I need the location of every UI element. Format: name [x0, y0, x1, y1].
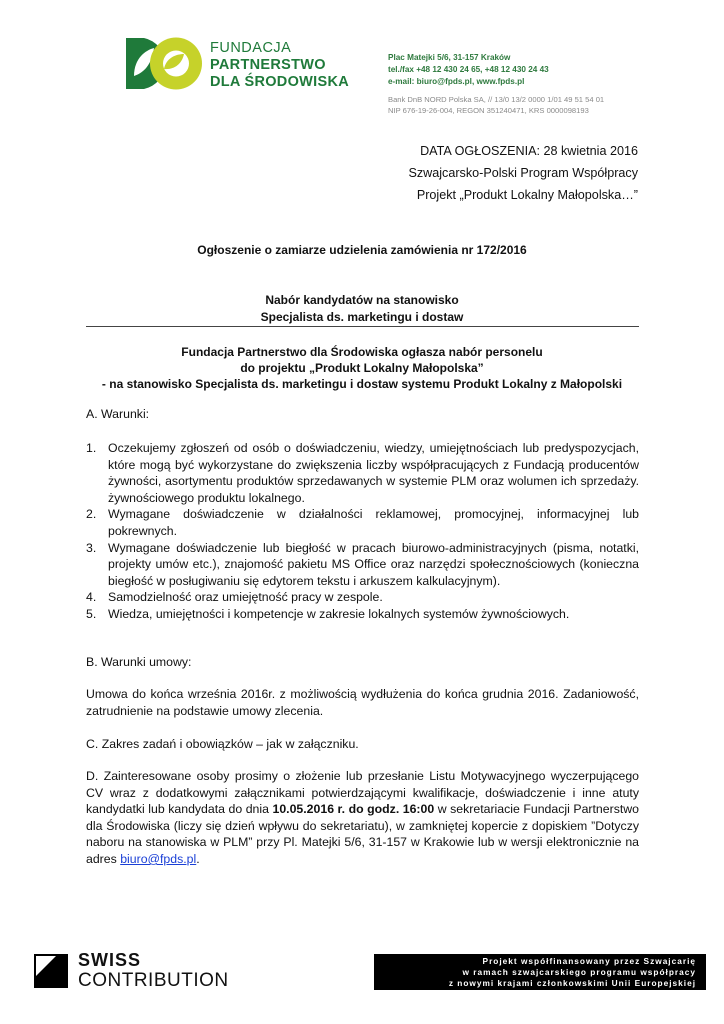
list-item — [86, 589, 639, 606]
recruitment-title-line2: Specjalista ds. marketingu i dostaw — [260, 310, 464, 324]
bank-account: Bank DnB NORD Polska SA, // 13/0 13/2 0000 1/01 49 51 54 01 — [388, 95, 605, 104]
section-d-end: . — [196, 851, 200, 866]
foundation-logo-icon — [124, 36, 204, 91]
list-item-number: 5. — [86, 606, 97, 621]
swiss-cross-icon — [34, 954, 68, 988]
swiss-label: SWISS — [78, 950, 142, 970]
application-deadline: 10.05.2016 r. do godz. 16:00 — [272, 802, 435, 817]
email-website: e-mail: biuro@fpds.pl, www.fpds.pl — [388, 77, 525, 86]
recruitment-title-line1: Nabór kandydatów na stanowisko — [265, 293, 459, 307]
email-link[interactable]: biuro@fpds.pl — [120, 851, 197, 866]
announcement-title: Ogłoszenie o zamiarze udzielenia zamówienia nr 172/2016 — [197, 243, 527, 257]
list-item-number: 2. — [86, 507, 97, 522]
intro-line2: do projektu „Produkt Lokalny Małopolska” — [240, 361, 484, 375]
intro-line1: Fundacja Partnerstwo dla Środowiska ogłasza nabór personelu — [181, 345, 543, 359]
conditions-list — [86, 440, 639, 623]
list-item — [86, 606, 639, 623]
address: Plac Matejki 5/6, 31-157 Kraków — [388, 53, 511, 62]
list-item-text: Wymagane doświadczenie lub biegłość w pracach biurowo-administracyjnych (pisma, notatki, projekty umów etc.), znajomość pakietu MS Office oraz narzędzi społecznościowych (konieczna biegłość w posługiwaniu się edytorem tekstu i arkuszem kalkulacyjnym). — [108, 540, 639, 588]
org-name-line3: DLA ŚRODOWISKA — [210, 74, 349, 90]
swiss-contribution-logo — [78, 950, 229, 992]
list-item-text: Oczekujemy zgłoszeń od osób o doświadczeniu, wiedzy, umiejętnościach lub predyspozycjach, które mogą być wykorzystane do zwiększenia liczby współpracujących z Fundacją producentów żywności, asortymentu produktów sprzedawanych w systemie PLM oraz wolumen ich sprzedaży. żywnościowego produktu lokalnego. — [108, 441, 639, 505]
list-item — [86, 506, 639, 539]
bank-info — [388, 94, 604, 116]
list-item-number: 1. — [86, 441, 97, 455]
list-item-text: Samodzielność oraz umiejętność pracy w zespole. — [108, 590, 383, 605]
section-c-text: C. Zakres zadań i obowiązków – jak w załączniku. — [86, 737, 359, 751]
announcement-date: DATA OGŁOSZENIA: 28 kwietnia 2016 — [420, 144, 638, 158]
cofinancing-line1: Projekt współfinansowany przez Szwajcarię — [482, 956, 696, 966]
list-item-text: Wymagane doświadczenie w działalności reklamowej, promocyjnej, informacyjnej lub pokrewnych. — [108, 507, 639, 538]
phone: tel./fax +48 12 430 24 65, +48 12 430 24 43 — [388, 65, 549, 74]
organization-name — [210, 40, 349, 91]
org-name-line2: PARTNERSTWO — [210, 57, 326, 73]
contribution-label: CONTRIBUTION — [78, 970, 229, 991]
program-name: Szwajcarsko-Polski Program Współpracy — [408, 166, 638, 180]
section-d-part1: D. Zainteresowane osoby prosimy o złożenie lub przesłanie Listu Motywacyjnego wyczerpującego CV wraz z dodatkowymi załącznikami potwierdzającymi kwalifikacje, doświadczenie i inne atuty kandydatki lub kandydata do dnia — [86, 769, 639, 817]
list-item — [86, 540, 639, 590]
project-name: Projekt „Produkt Lokalny Małopolska…” — [416, 188, 638, 202]
contact-info — [388, 52, 549, 88]
org-name-line1: FUNDACJA — [210, 40, 292, 56]
section-d-text — [86, 768, 639, 868]
section-b-heading: B. Warunki umowy: — [86, 655, 192, 669]
section-a-heading: A. Warunki: — [86, 407, 150, 421]
cofinancing-line3: z nowymi krajami członkowskimi Unii Europejskiej — [448, 978, 696, 988]
list-item-text: Wiedza, umiejętności i kompetencje w zakresie lokalnych systemów żywnościowych. — [108, 606, 570, 621]
list-item — [86, 440, 639, 506]
section-b-text: Umowa do końca września 2016r. z możliwością wydłużenia do końca grudnia 2016. Zadaniowość, zatrudnienie na podstawie umowy zlecenia. — [86, 687, 639, 718]
cofinancing-band — [374, 954, 706, 990]
registration-numbers: NIP 676-19-26-004, REGON 351240471, KRS 0000098193 — [388, 106, 589, 115]
list-item-number: 4. — [86, 590, 97, 605]
title-divider — [86, 326, 639, 327]
announcement-meta — [408, 140, 638, 206]
section-d-part2: w sekretariacie Fundacji Partnerstwo dla Środowiska (liczy się dzień wpływu do sekretariatu), w zamkniętej kopercie z dopiskiem ”Dotyczy naboru na stanowiska w PLM” przy Pl. Matejki 5/6, 31-157 w Krakowie lub w wersji elektronicznie na adres — [86, 802, 639, 866]
cofinancing-line2: w ramach szwajcarskiego programu współpracy — [462, 967, 696, 977]
list-item-number: 3. — [86, 540, 97, 555]
intro-line3: - na stanowisko Specjalista ds. marketingu i dostaw systemu Produkt Lokalny z Małopolski — [101, 377, 623, 391]
